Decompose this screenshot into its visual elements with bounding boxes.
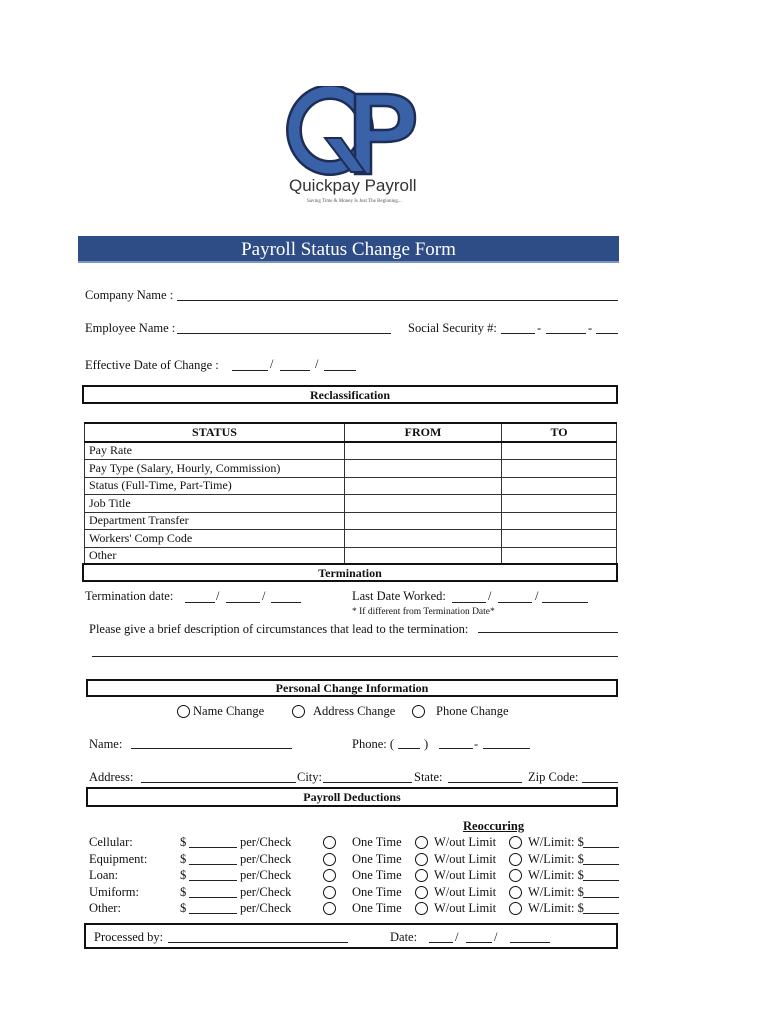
without-limit-label: W/out Limit: [434, 835, 497, 849]
logo-brand-text: Quickpay Payroll: [289, 176, 417, 195]
with-limit-radio[interactable]: [509, 836, 522, 849]
to-cell[interactable]: [502, 477, 617, 495]
column-header: TO: [502, 423, 617, 442]
termination-description-label: Please give a brief description of circumstances that lead to the termination:: [89, 622, 469, 636]
phone-change-radio[interactable]: [412, 705, 425, 718]
status-cell: Department Transfer: [85, 512, 345, 530]
company-name-field[interactable]: [177, 300, 618, 301]
one-time-label: One Time: [352, 884, 402, 899]
effective-day-field[interactable]: [280, 370, 310, 371]
effective-date-label: Effective Date of Change :: [85, 358, 219, 372]
one-time-radio[interactable]: [323, 853, 336, 866]
with-limit-radio[interactable]: [509, 902, 522, 915]
footer-month-field[interactable]: [429, 942, 453, 943]
deduction-amount-field[interactable]: [189, 847, 237, 848]
without-limit-label: W/out Limit: [434, 851, 497, 866]
deduction-label: Umiform:: [89, 884, 139, 899]
per-check-label: per/Check: [240, 901, 292, 915]
ssn-field-1[interactable]: [501, 333, 535, 334]
phone-line-field[interactable]: [483, 748, 530, 749]
from-cell[interactable]: [345, 460, 502, 478]
with-limit-radio[interactable]: [509, 869, 522, 882]
termination-description-field[interactable]: [478, 632, 618, 633]
ssn-label: Social Security #:: [408, 321, 497, 335]
employee-name-field[interactable]: [177, 333, 391, 334]
from-cell[interactable]: [345, 547, 502, 565]
deduction-amount-field[interactable]: [189, 897, 237, 898]
last-worked-year-field[interactable]: [542, 602, 588, 603]
date-slash: /: [216, 589, 220, 603]
status-cell: Pay Rate: [85, 442, 345, 460]
without-limit-label: W/out Limit: [434, 868, 497, 882]
limit-amount-field[interactable]: [583, 913, 619, 914]
reclassification-header: [82, 385, 618, 404]
without-limit-radio[interactable]: [415, 902, 428, 915]
date-slash: /: [262, 589, 266, 603]
name-field[interactable]: [131, 748, 292, 749]
company-name-label: Company Name :: [85, 288, 174, 302]
termination-day-field[interactable]: [226, 602, 260, 603]
phone-dash: -: [474, 737, 479, 751]
name-label: Name:: [89, 737, 123, 751]
to-cell[interactable]: [502, 547, 617, 565]
address-change-radio[interactable]: [292, 705, 305, 718]
to-cell[interactable]: [502, 495, 617, 513]
dollar-sign: $: [180, 851, 187, 866]
last-worked-label: Last Date Worked:: [352, 589, 446, 603]
to-cell[interactable]: [502, 530, 617, 548]
name-change-label: Name Change: [193, 704, 265, 718]
address-field[interactable]: [141, 782, 296, 783]
phone-change-label: Phone Change: [436, 704, 509, 718]
ssn-field-3[interactable]: [596, 333, 618, 334]
to-cell[interactable]: [502, 460, 617, 478]
termination-description-field-2[interactable]: [92, 656, 618, 657]
ssn-dash-2: -: [588, 321, 593, 335]
one-time-label: One Time: [352, 901, 402, 915]
employee-name-label: Employee Name :: [85, 321, 176, 335]
reclassification-table: [84, 422, 617, 565]
footer-date-label: Date:: [390, 930, 418, 944]
phone-label: Phone: (: [352, 737, 395, 751]
last-worked-month-field[interactable]: [452, 602, 486, 603]
effective-month-field[interactable]: [232, 370, 268, 371]
with-limit-label: W/Limit: $: [528, 868, 584, 882]
dollar-sign: $: [180, 884, 187, 899]
limit-amount-field[interactable]: [583, 847, 619, 848]
dollar-sign: $: [180, 901, 187, 915]
termination-note: * If different from Termination Date*: [352, 607, 495, 617]
table-row: [85, 495, 617, 513]
status-cell: Other: [85, 547, 345, 565]
payroll-deductions-header: [86, 787, 618, 807]
table-row: [85, 460, 617, 478]
effective-year-field[interactable]: [324, 370, 356, 371]
date-slash: /: [270, 357, 274, 371]
termination-date-label: Termination date:: [85, 589, 174, 603]
deduction-amount-field[interactable]: [189, 864, 237, 865]
per-check-label: per/Check: [240, 851, 292, 866]
payroll-deductions-title: Payroll Deductions: [303, 790, 401, 804]
limit-amount-field[interactable]: [583, 897, 619, 898]
name-change-radio[interactable]: [177, 705, 190, 718]
date-slash: /: [494, 930, 498, 944]
state-label: State:: [414, 770, 443, 784]
deduction-label: Loan:: [89, 868, 119, 882]
processed-box: [84, 923, 618, 949]
status-cell: Status (Full-Time, Part-Time): [85, 477, 345, 495]
reclassification-title: Reclassification: [310, 388, 390, 402]
with-limit-label: W/Limit: $: [528, 901, 584, 915]
limit-amount-field[interactable]: [583, 880, 619, 881]
status-cell: Pay Type (Salary, Hourly, Commission): [85, 460, 345, 478]
one-time-label: One Time: [352, 868, 402, 882]
city-label: City:: [297, 770, 323, 784]
date-slash: /: [455, 930, 459, 944]
personal-change-title: Personal Change Information: [275, 681, 429, 695]
with-limit-label: W/Limit: $: [528, 884, 584, 899]
termination-year-field[interactable]: [271, 602, 301, 603]
from-cell[interactable]: [345, 495, 502, 513]
one-time-radio[interactable]: [323, 902, 336, 915]
area-code-field[interactable]: [398, 748, 420, 749]
status-cell: Job Title: [85, 495, 345, 513]
deduction-label: Equipment:: [89, 851, 148, 866]
table-row: [85, 477, 617, 495]
dollar-sign: $: [180, 835, 187, 849]
table-row: [85, 442, 617, 460]
column-header: STATUS: [85, 423, 345, 442]
with-limit-radio[interactable]: [509, 886, 522, 899]
deduction-amount-field[interactable]: [189, 880, 237, 881]
dollar-sign: $: [180, 868, 187, 882]
company-logo: [280, 86, 425, 211]
form-title-bar: [78, 236, 619, 263]
to-cell[interactable]: [502, 442, 617, 460]
without-limit-radio[interactable]: [415, 853, 428, 866]
city-field[interactable]: [323, 782, 412, 783]
date-slash: /: [488, 589, 492, 603]
footer-year-field[interactable]: [510, 942, 550, 943]
address-change-label: Address Change: [313, 704, 396, 718]
without-limit-radio[interactable]: [415, 836, 428, 849]
ssn-dash-1: -: [537, 321, 542, 335]
table-row: [85, 512, 617, 530]
per-check-label: per/Check: [240, 884, 292, 899]
termination-header: [82, 563, 618, 582]
processed-by-field[interactable]: [168, 942, 348, 943]
processed-by-label: Processed by:: [94, 930, 164, 944]
termination-title: Termination: [318, 566, 382, 580]
reoccuring-heading: Reoccuring: [463, 819, 525, 833]
personal-change-header: [86, 679, 618, 697]
one-time-label: One Time: [352, 851, 402, 866]
qp-monogram-icon: [285, 86, 420, 178]
with-limit-label: W/Limit: $: [528, 851, 584, 866]
zip-field[interactable]: [582, 782, 618, 783]
table-row: [85, 547, 617, 565]
from-cell[interactable]: [345, 477, 502, 495]
without-limit-label: W/out Limit: [434, 884, 497, 899]
limit-amount-field[interactable]: [583, 864, 619, 865]
without-limit-radio[interactable]: [415, 869, 428, 882]
one-time-radio[interactable]: [323, 886, 336, 899]
logo-tagline: Saving Time & Money Is Just The Beginning...: [307, 199, 402, 204]
one-time-radio[interactable]: [323, 836, 336, 849]
with-limit-radio[interactable]: [509, 853, 522, 866]
phone-paren: ): [424, 737, 429, 751]
status-cell: Workers' Comp Code: [85, 530, 345, 548]
to-cell[interactable]: [502, 512, 617, 530]
termination-month-field[interactable]: [185, 602, 215, 603]
from-cell[interactable]: [345, 530, 502, 548]
date-slash: /: [535, 589, 539, 603]
last-worked-day-field[interactable]: [498, 602, 532, 603]
without-limit-label: W/out Limit: [434, 901, 497, 915]
from-cell[interactable]: [345, 442, 502, 460]
deduction-label: Cellular:: [89, 835, 133, 849]
state-field[interactable]: [448, 782, 522, 783]
date-slash: /: [315, 357, 319, 371]
phone-prefix-field[interactable]: [439, 748, 473, 749]
ssn-field-2[interactable]: [546, 333, 586, 334]
zip-label: Zip Code:: [528, 770, 579, 784]
one-time-radio[interactable]: [323, 869, 336, 882]
form-title: Payroll Status Change Form: [241, 239, 456, 260]
per-check-label: per/Check: [240, 835, 292, 849]
deduction-amount-field[interactable]: [189, 913, 237, 914]
table-row: [85, 530, 617, 548]
without-limit-radio[interactable]: [415, 886, 428, 899]
with-limit-label: W/Limit: $: [528, 835, 584, 849]
per-check-label: per/Check: [240, 868, 292, 882]
column-header: FROM: [345, 423, 502, 442]
footer-day-field[interactable]: [466, 942, 492, 943]
deduction-label: Other:: [89, 901, 121, 915]
from-cell[interactable]: [345, 512, 502, 530]
address-label: Address:: [89, 770, 134, 784]
one-time-label: One Time: [352, 835, 402, 849]
